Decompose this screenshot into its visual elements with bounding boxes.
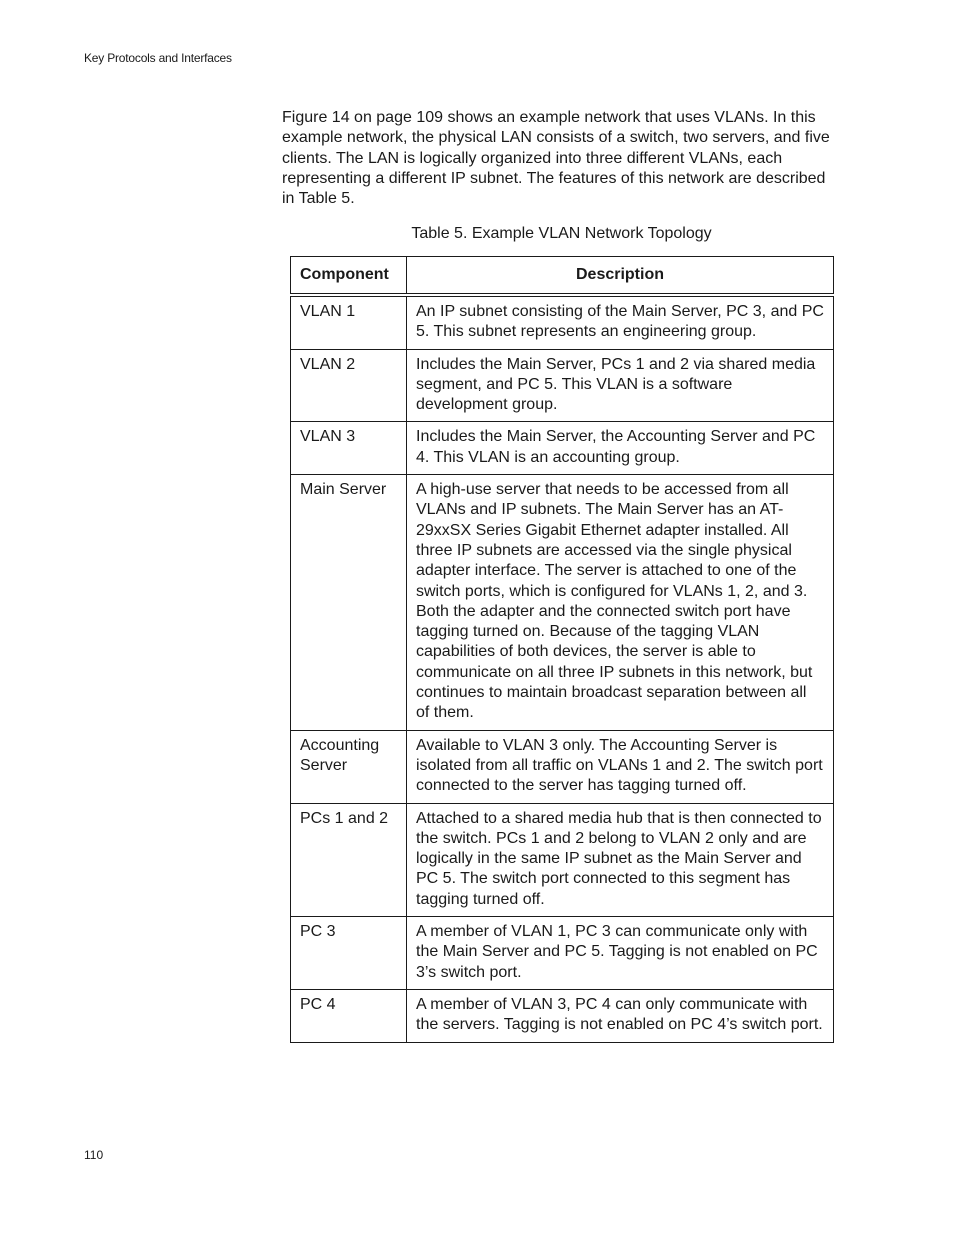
component-cell: Accounting Server (291, 730, 407, 803)
table-row (291, 475, 834, 731)
description-cell: Attached to a shared media hub that is then connected to the switch. PCs 1 and 2 belong to VLAN 2 only and are logically in the same IP subnet as the Main Server and PC 5. The switch port connected to this segment has tagging turned off. (407, 803, 834, 916)
table-row (291, 422, 834, 475)
table-header-row (291, 257, 834, 296)
component-cell: VLAN 2 (291, 349, 407, 422)
component-cell: VLAN 3 (291, 422, 407, 475)
table-row (291, 917, 834, 990)
table-row (291, 730, 834, 803)
component-cell: PCs 1 and 2 (291, 803, 407, 916)
description-cell: A member of VLAN 1, PC 3 can communicate only with the Main Server and PC 5. Tagging is not enabled on PC 3’s switch port. (407, 917, 834, 990)
description-cell: A high-use server that needs to be accessed from all VLANs and IP subnets. The Main Server has an AT-29xxSX Series Gigabit Ethernet adapter installed. All three IP subnets are accessed via the single physical adapter interface. The server is attached to one of the switch ports, which is configured for VLANs 1, 2, and 3. Both the adapter and the connected switch port have tagging turned on. Because of the tagging VLAN capabilities of both devices, the server is able to communicate on all three IP subnets in this network, but continues to maintain broadcast separation between all of them. (407, 475, 834, 731)
page-number: 110 (84, 1148, 104, 1162)
column-header-description: Description (407, 257, 834, 296)
description-cell: Includes the Main Server, PCs 1 and 2 via shared media segment, and PC 5. This VLAN is a software development group. (407, 349, 834, 422)
description-cell: Available to VLAN 3 only. The Accounting Server is isolated from all traffic on VLANs 1 and 2. The switch port connected to the server has tagging turned off. (407, 730, 834, 803)
column-header-component: Component (291, 257, 407, 296)
description-cell: A member of VLAN 3, PC 4 can only communicate with the servers. Tagging is not enabled on PC 4’s switch port. (407, 989, 834, 1042)
table-row (291, 295, 834, 349)
table-row (291, 349, 834, 422)
component-cell: PC 4 (291, 989, 407, 1042)
running-header: Key Protocols and Interfaces (84, 51, 232, 65)
table-caption: Table 5. Example VLAN Network Topology (411, 225, 712, 242)
component-cell: VLAN 1 (291, 295, 407, 349)
table-row (291, 803, 834, 916)
vlan-topology-table (290, 256, 834, 1043)
component-cell: Main Server (291, 475, 407, 731)
description-cell: Includes the Main Server, the Accounting Server and PC 4. This VLAN is an accounting group. (407, 422, 834, 475)
component-cell: PC 3 (291, 917, 407, 990)
table-row (291, 989, 834, 1042)
description-cell: An IP subnet consisting of the Main Server, PC 3, and PC 5. This subnet represents an engineering group. (407, 295, 834, 349)
intro-paragraph: Figure 14 on page 109 shows an example network that uses VLANs. In this example network, the physical LAN consists of a switch, two servers, and five clients. The LAN is logically organized into three different VLANs, each representing a different IP subnet. The features of this network are described in Table 5. (282, 109, 830, 208)
